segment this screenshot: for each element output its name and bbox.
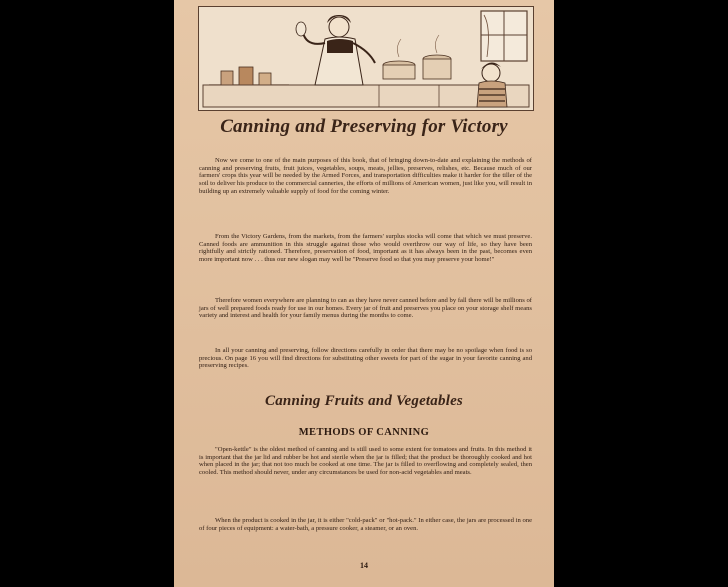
book-page	[174, 0, 554, 587]
intro-paragraph-2: From the Victory Gardens, from the markets, from the farmers' surplus stocks will come that which we must preserve. Canned foods are ammunition in this struggle against those who would overthrow our way of life, so they have been rightfully and strictly rationed. Therefore, preservation of food, important as it has always been in the past, becomes even more important now . . . thus our new slogan may well be "Preserve food so that you may preserve your home!"	[199, 233, 532, 264]
page-number: 14	[360, 561, 368, 570]
kitchen-illustration	[198, 6, 534, 111]
methods-paragraph-2: When the product is cooked in the jar, it is either "cold-pack" or "hot-pack." In either case, the jars are processed in one of four pieces of equipment: a water-bath, a pressure cooker, a steamer, or an oven.	[199, 517, 532, 532]
kitchen-scene-image	[199, 7, 533, 110]
intro-paragraph-4: In all your canning and preserving, follow directions carefully in order that there may be no spoilage when food is so precious. On page 16 you will find directions for substituting other sweets for part of the sugar in your favorite canning and preserving recipes.	[199, 347, 532, 370]
methods-paragraph-1: "Open-kettle" is the oldest method of canning and is still used to some extent for tomatoes and fruits. In this method it is important that the jar lid and rubber be hot and sterile when the jar is filled; that the product be thoroughly cooked and hot when placed in the jar; that not too much be cooked at one time. The jar is filled to overflowing and completely sealed, then cooled. This method should never, under any circumstances be used for non-acid vegetables and meats.	[199, 446, 532, 477]
intro-paragraph-1: Now we come to one of the main purposes of this book, that of bringing down-to-date and explaining the methods of canning and preserving fruits, fruit juices, vegetables, soups, meats, jellies, preserves, relishes, etc. Because much of our farmers' crops this year will be needed by the Armed Forces, and transportation difficulties make it harder for the tiller of the soil to deliver his produce to the commercial canneries, the efforts of millions of American women, just like you, will result in building up an extremely valuable supply of food for the coming winter.	[199, 157, 532, 195]
section-title: Canning Fruits and Vegetables	[265, 393, 463, 409]
intro-paragraph-3: Therefore women everywhere are planning to can as they have never canned before and by fall there will be millions of jars of well prepared foods ready for use in our homes. Every jar of fruit and preserves you place on your storage shelf means variety and interest and health for your family menus during the months to come.	[199, 297, 532, 320]
page-title: Canning and Preserving for Victory	[220, 116, 508, 137]
section-heading: METHODS OF CANNING	[298, 427, 430, 438]
